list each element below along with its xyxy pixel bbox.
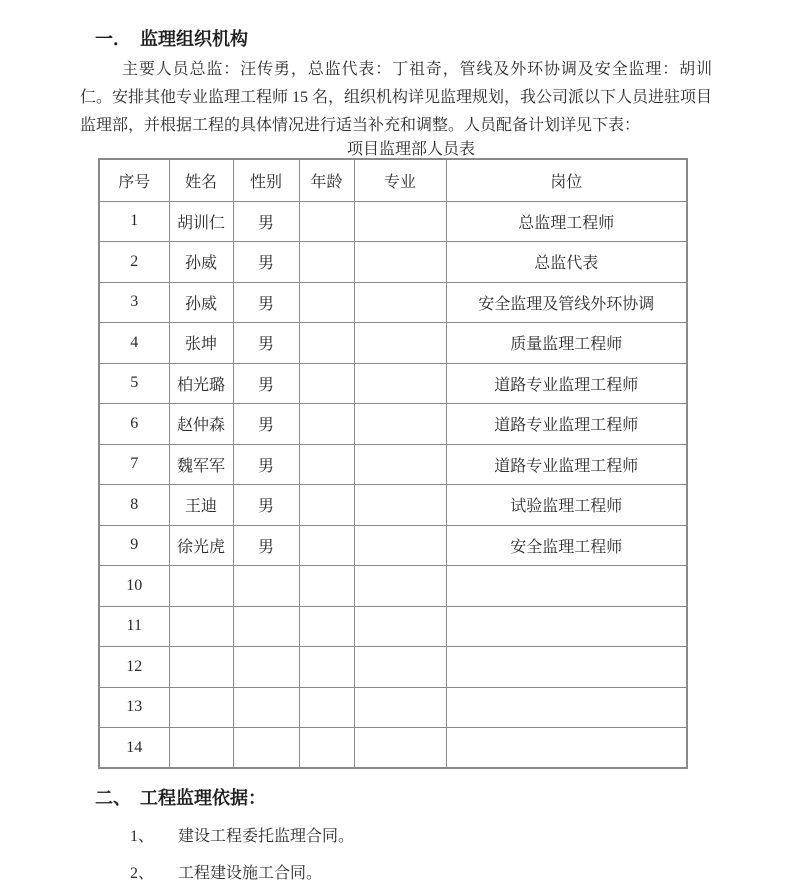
table-cell: [446, 728, 687, 769]
table-cell: [233, 728, 299, 769]
table-cell: [299, 242, 354, 283]
table-cell: 2: [99, 242, 169, 283]
table-cell: 安全监理及管线外环协调: [446, 282, 687, 323]
table-body: [99, 201, 687, 768]
table-cell: 道路专业监理工程师: [446, 363, 687, 404]
table-cell: 试验监理工程师: [446, 485, 687, 526]
table-cell: [354, 647, 446, 688]
section-2-number: 二、: [95, 788, 131, 808]
table-cell: [233, 647, 299, 688]
table-row: [99, 444, 687, 485]
table-cell: [299, 444, 354, 485]
table-cell: 男: [233, 201, 299, 242]
section-heading-1: [95, 25, 248, 51]
table-cell: [299, 282, 354, 323]
table-cell: [446, 687, 687, 728]
column-header-gender: 性别: [233, 159, 299, 201]
section-heading-2: [95, 784, 266, 810]
table-cell: 11: [99, 606, 169, 647]
column-header-name: 姓名: [169, 159, 233, 201]
table-cell: 赵仲森: [169, 404, 233, 445]
table-cell: [299, 363, 354, 404]
column-header-position: 岗位: [446, 159, 687, 201]
table-row: [99, 282, 687, 323]
table-cell: 男: [233, 242, 299, 283]
table-cell: [299, 525, 354, 566]
table-row: [99, 323, 687, 364]
table-cell: [354, 201, 446, 242]
table-cell: 魏军军: [169, 444, 233, 485]
table-row: [99, 201, 687, 242]
table-cell: 徐光虎: [169, 525, 233, 566]
table-cell: [233, 606, 299, 647]
table-cell: 9: [99, 525, 169, 566]
list-item-text: 建设工程委托监理合同。: [178, 828, 355, 845]
table-row: [99, 404, 687, 445]
table-cell: [354, 606, 446, 647]
table-cell: 王迪: [169, 485, 233, 526]
table-cell: 道路专业监理工程师: [446, 404, 687, 445]
table-cell: [233, 566, 299, 607]
table-cell: 4: [99, 323, 169, 364]
table-cell: [299, 566, 354, 607]
table-cell: [354, 444, 446, 485]
table-cell: 8: [99, 485, 169, 526]
table-cell: 男: [233, 485, 299, 526]
table-cell: 男: [233, 525, 299, 566]
table-cell: [446, 606, 687, 647]
table-cell: 质量监理工程师: [446, 323, 687, 364]
table-cell: 男: [233, 363, 299, 404]
table-cell: 道路专业监理工程师: [446, 444, 687, 485]
column-header-specialty: 专业: [354, 159, 446, 201]
table-cell: [169, 728, 233, 769]
table-cell: 13: [99, 687, 169, 728]
table-cell: 男: [233, 404, 299, 445]
list-item: [130, 860, 322, 883]
table-cell: [299, 485, 354, 526]
column-header-age: 年龄: [299, 159, 354, 201]
table-row: [99, 363, 687, 404]
table-cell: [299, 687, 354, 728]
table-cell: 总监代表: [446, 242, 687, 283]
table-cell: [354, 323, 446, 364]
table-cell: [169, 606, 233, 647]
list-item-number: 2、: [130, 865, 155, 882]
table-cell: 孙威: [169, 242, 233, 283]
table-cell: 3: [99, 282, 169, 323]
intro-paragraph: 主要人员总监：汪传勇，总监代表：丁祖奇，管线及外环协调及安全监理：胡训仁。安排其他专业监理工程师 15 名，组织机构详见监理规划，我公司派以下人员进驻项目监理部，并根据工程的具体情况进行适当补充和调整。人员配备计划详见下表：: [80, 61, 713, 134]
table-cell: 张坤: [169, 323, 233, 364]
column-header-seq: 序号: [99, 159, 169, 201]
list-item-number: 1、: [130, 828, 155, 845]
table-cell: [354, 525, 446, 566]
table-cell: 1: [99, 201, 169, 242]
table-cell: [354, 485, 446, 526]
table-cell: [354, 687, 446, 728]
table-cell: [354, 242, 446, 283]
table-cell: 6: [99, 404, 169, 445]
table-cell: [354, 282, 446, 323]
list-item: [130, 823, 354, 846]
section-2-title: 工程监理依据：: [140, 788, 266, 808]
table-cell: 5: [99, 363, 169, 404]
personnel-table: [98, 158, 688, 769]
table-row: [99, 728, 687, 769]
table-cell: [354, 566, 446, 607]
table-cell: 男: [233, 323, 299, 364]
table-cell: 12: [99, 647, 169, 688]
table-cell: 14: [99, 728, 169, 769]
table-cell: [299, 606, 354, 647]
table-cell: 孙威: [169, 282, 233, 323]
table-cell: [299, 404, 354, 445]
table-cell: [354, 363, 446, 404]
table-cell: [169, 566, 233, 607]
table-cell: [233, 687, 299, 728]
table-row: [99, 687, 687, 728]
table-cell: [299, 728, 354, 769]
table-cell: [446, 566, 687, 607]
table-cell: 胡训仁: [169, 201, 233, 242]
table-row: [99, 606, 687, 647]
table-row: [99, 647, 687, 688]
table-cell: 柏光璐: [169, 363, 233, 404]
table-cell: 男: [233, 444, 299, 485]
table-cell: [354, 728, 446, 769]
table-cell: [299, 323, 354, 364]
table-cell: [169, 687, 233, 728]
table-cell: [299, 647, 354, 688]
table-cell: 安全监理工程师: [446, 525, 687, 566]
table-cell: 男: [233, 282, 299, 323]
table-row: [99, 525, 687, 566]
table-caption: 项目监理部人员表: [346, 141, 475, 158]
table-cell: [169, 647, 233, 688]
section-1-number: 一．: [95, 29, 131, 49]
table-header-row: [99, 159, 687, 201]
table-cell: 7: [99, 444, 169, 485]
table-cell: [299, 201, 354, 242]
table-row: [99, 485, 687, 526]
list-item-text: 工程建设施工合同。: [178, 865, 323, 882]
section-1-title: 监理组织机构: [140, 29, 248, 49]
table-cell: [446, 647, 687, 688]
table-cell: 10: [99, 566, 169, 607]
table-row: [99, 566, 687, 607]
table-cell: 总监理工程师: [446, 201, 687, 242]
table-row: [99, 242, 687, 283]
table-cell: [354, 404, 446, 445]
